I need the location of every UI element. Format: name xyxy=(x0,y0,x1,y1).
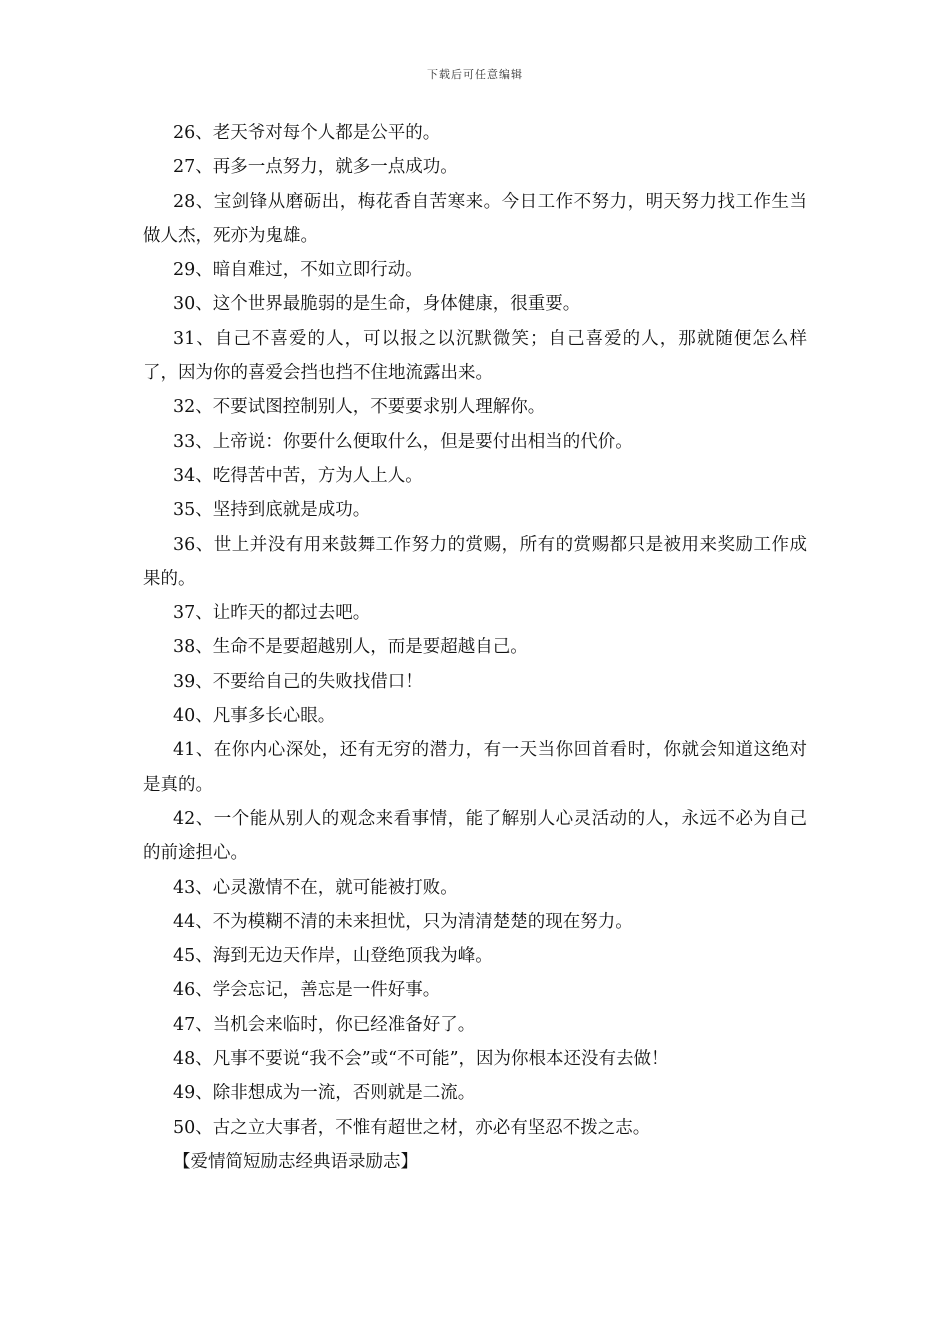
paragraph: 35、坚持到底就是成功。 xyxy=(173,500,371,521)
paragraph: 39、不要给自己的失败找借口！ xyxy=(173,671,423,692)
paragraph: 49、除非想成为一流，否则就是二流。 xyxy=(173,1083,476,1104)
paragraph: 33、上帝说：你要什么便取什么，但是要付出相当的代价。 xyxy=(173,431,633,452)
paragraph: 48、凡事不要说“我不会”或“不可能”，因为你根本还没有去做！ xyxy=(173,1049,669,1070)
paragraph: 38、生命不是要超越别人，而是要超越自己。 xyxy=(173,637,528,658)
paragraph: 32、不要试图控制别人，不要要求别人理解你。 xyxy=(173,397,546,418)
paragraph: 46、学会忘记，善忘是一件好事。 xyxy=(173,980,441,1001)
paragraph: 41、在你内心深处，还有无穷的潜力，有一天当你回首看时，你就会知道这绝对是真的。 xyxy=(143,740,807,795)
paragraph: 40、凡事多长心眼。 xyxy=(173,706,336,727)
section-heading: 【爱情简短励志经典语录励志】 xyxy=(173,1151,418,1172)
paragraph: 37、让昨天的都过去吧。 xyxy=(173,603,371,624)
paragraph: 28、宝剑锋从磨砺出，梅花香自苦寒来。今日工作不努力，明天努力找工作生当做人杰，死亦为鬼雄。 xyxy=(143,191,807,246)
paragraph: 27、再多一点努力，就多一点成功。 xyxy=(173,157,458,178)
paragraph: 26、老天爷对每个人都是公平的。 xyxy=(173,123,441,143)
paragraph: 42、一个能从别人的观念来看事情，能了解别人心灵活动的人，永远不必为自己的前途担心。 xyxy=(143,808,807,864)
paragraph: 50、古之立大事者，不惟有超世之材，亦必有坚忍不拨之志。 xyxy=(173,1117,651,1138)
paragraph: 36、世上并没有用来鼓舞工作努力的赏赐，所有的赏赐都只是被用来奖励工作成果的。 xyxy=(143,534,807,589)
document-body xyxy=(143,116,807,1179)
paragraph: 47、当机会来临时，你已经准备好了。 xyxy=(173,1014,476,1035)
paragraph: 43、心灵激情不在，就可能被打败。 xyxy=(173,877,458,898)
paragraph: 45、海到无边天作岸，山登绝顶我为峰。 xyxy=(173,946,493,967)
paragraph: 31、自己不喜爱的人，可以报之以沉默微笑；自己喜爱的人，那就随便怎么样了，因为你的喜爱会挡也挡不住地流露出来。 xyxy=(143,328,807,384)
paragraph: 29、暗自难过，不如立即行动。 xyxy=(173,260,423,281)
paragraph: 34、吃得苦中苦，方为人上人。 xyxy=(173,465,423,486)
paragraph: 30、这个世界最脆弱的是生命，身体健康，很重要。 xyxy=(173,294,581,315)
page-header: 下载后可任意编辑 xyxy=(427,68,523,81)
paragraph: 44、不为模糊不清的未来担忧，只为清清楚楚的现在努力。 xyxy=(173,911,633,932)
